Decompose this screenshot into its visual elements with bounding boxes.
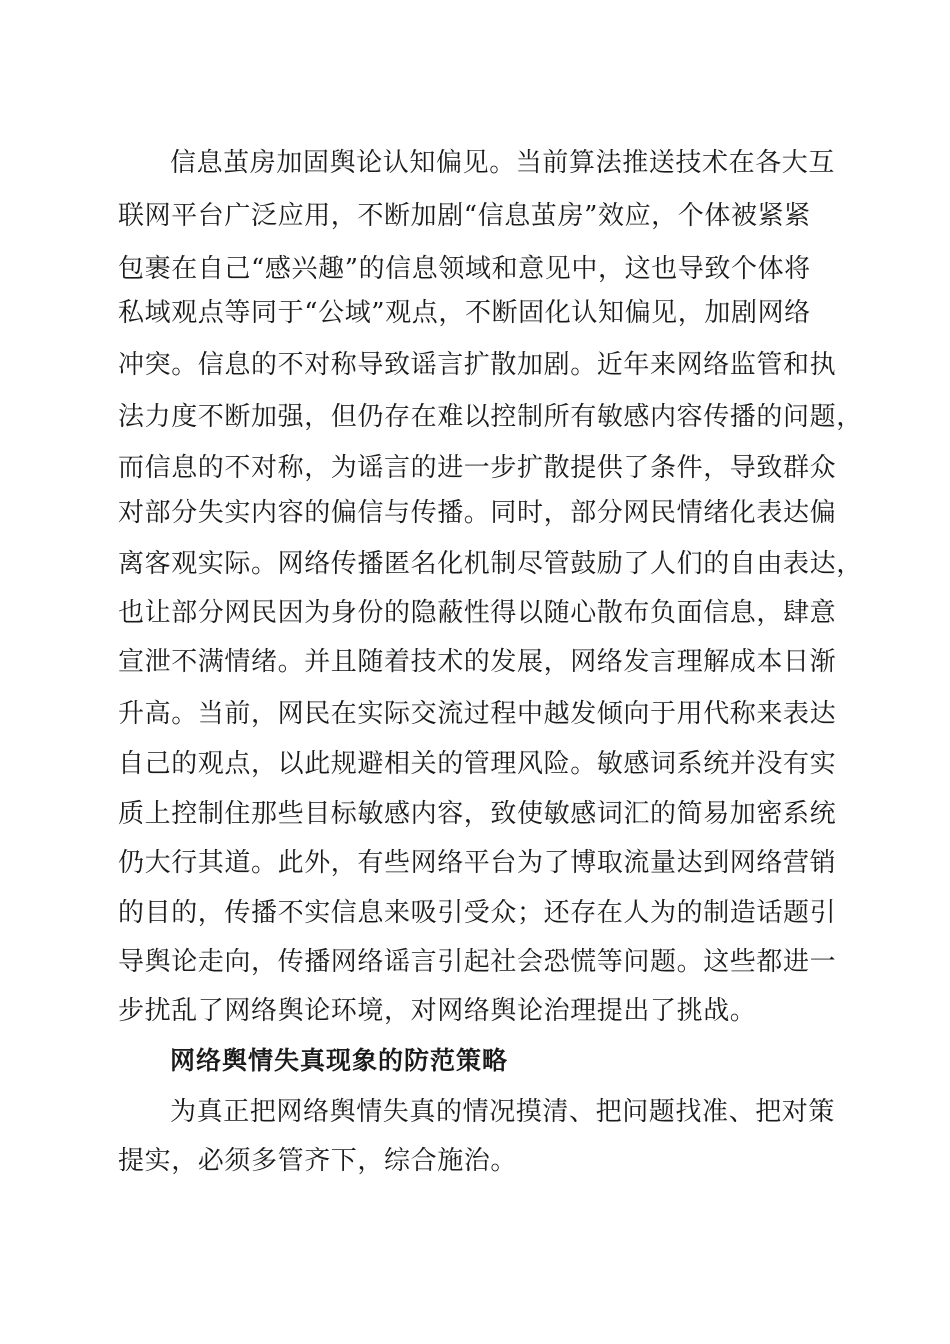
text-line: 冲突。信息的不对称导致谣言扩散加剧。近年来网络监管和执 bbox=[118, 350, 837, 380]
text-line: 私域观点等同于“公域”观点，不断固化认知偏见，加剧网络 bbox=[118, 298, 811, 328]
text-line: 信息茧房加固舆论认知偏见。当前算法推送技术在各大互 bbox=[170, 148, 836, 178]
text-line: 仍大行其道。此外，有些网络平台为了博取流量达到网络营销 bbox=[118, 848, 837, 878]
text-line: 而信息的不对称，为谣言的进一步扩散提供了条件，导致群众 bbox=[118, 453, 837, 483]
text-line: 对部分失实内容的偏信与传播。同时，部分网民情绪化表达偏 bbox=[118, 498, 837, 528]
text-line: 离客观实际。网络传播匿名化机制尽管鼓励了人们的自由表达， bbox=[118, 549, 863, 579]
text-line: 质上控制住那些目标敏感内容，致使敏感词汇的简易加密系统 bbox=[118, 799, 837, 829]
section-heading: 网络舆情失真现象的防范策略 bbox=[170, 1046, 509, 1075]
text-line: 升高。当前，网民在实际交流过程中越发倾向于用代称来表达 bbox=[118, 699, 837, 729]
text-line: 宣泄不满情绪。并且随着技术的发展，网络发言理解成本日渐 bbox=[118, 647, 837, 677]
text-line: 联网平台广泛应用，不断加剧“信息茧房”效应，个体被紧紧 bbox=[118, 201, 811, 231]
text-line: 也让部分网民因为身份的隐蔽性得以随心散布负面信息，肆意 bbox=[118, 598, 837, 628]
text-line: 步扰乱了网络舆论环境，对网络舆论治理提出了挑战。 bbox=[118, 996, 757, 1026]
text-line: 自己的观点，以此规避相关的管理风险。敏感词系统并没有实 bbox=[118, 749, 837, 779]
text-line: 导舆论走向，传播网络谣言引起社会恐慌等问题。这些都进一 bbox=[118, 947, 837, 977]
text-line: 包裹在自己“感兴趣”的信息领域和意见中，这也导致个体将 bbox=[118, 254, 811, 284]
text-line: 为真正把网络舆情失真的情况摸清、把问题找准、把对策 bbox=[170, 1097, 836, 1127]
text-line: 的目的，传播不实信息来吸引受众；还存在人为的制造话题引 bbox=[118, 898, 837, 928]
text-line: 法力度不断加强，但仍存在难以控制所有敏感内容传播的问题， bbox=[118, 402, 863, 432]
text-line: 提实，必须多管齐下，综合施治。 bbox=[118, 1146, 518, 1176]
